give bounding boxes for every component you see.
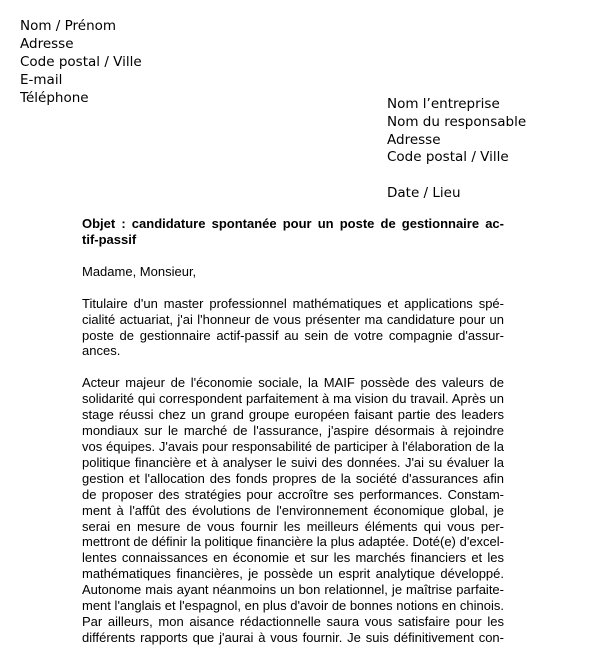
paragraph-line: vos équipes. J'avais pour responsabilité de participer à l'élaboration de la <box>82 438 504 454</box>
paragraph-line: ment à l'affût des évolutions de l'environnement économique global, je <box>82 502 504 518</box>
recipient-postcode-city: Code postal / Ville <box>387 149 509 166</box>
paragraph-line: ances. <box>82 343 121 359</box>
letter-body <box>82 216 504 646</box>
recipient-manager: Nom du responsable <box>387 113 527 130</box>
paragraph-line: poste de gestionnaire actif-passif au sein de votre compagnie d'assur- <box>82 327 504 343</box>
sender-block <box>20 17 142 107</box>
subject-line: Objet : candidature spontanée pour un poste de gestionnaire ac- <box>82 216 504 231</box>
paragraph-line: serai en mesure de vous fournir les meilleurs éléments qui vous per- <box>82 518 504 534</box>
paragraph-line: Autonome mais ayant néanmoins un bon relationnel, je maîtrise parfaite- <box>82 582 504 598</box>
paragraph-intro <box>82 296 504 360</box>
paragraph-line: différents rapports que j'aurai à vous fournir. Je suis définitivement con- <box>82 629 504 645</box>
paragraph-line: mathématiques financières, je possède un esprit analytique développé. <box>82 566 504 582</box>
paragraph-line: politique financière et à analyser le suivi des données. J'ai su évaluer la <box>82 454 504 470</box>
paragraph-line: Titulaire d'un master professionnel mathématiques et applications spé- <box>82 295 504 311</box>
paragraph-line: lentes connaissances en économie et sur les marchés financiers et les <box>82 550 504 566</box>
date-place: Date / Lieu <box>387 185 461 202</box>
recipient-address: Adresse <box>387 131 441 148</box>
sender-email: E-mail <box>20 72 63 88</box>
paragraph-line: solidarité qui correspondent parfaitement à ma vision du travail. Après un <box>82 391 504 407</box>
recipient-block <box>387 96 526 203</box>
sender-postcode-city: Code postal / Ville <box>20 54 142 70</box>
paragraph-line: gestion et l'allocation des fonds propres de la société d'assurances afin <box>82 470 504 486</box>
paragraph-line: Acteur majeur de l'économie sociale, la MAIF possède des valeurs de <box>82 375 504 391</box>
sender-name: Nom / Prénom <box>20 18 117 34</box>
paragraph-experience <box>82 375 504 645</box>
salutation: Madame, Monsieur, <box>82 263 197 279</box>
sender-address: Adresse <box>20 36 74 52</box>
subject-line: tif-passif <box>82 231 137 247</box>
recipient-company: Nom l’entreprise <box>387 96 500 112</box>
paragraph-line: Par ailleurs, mon aisance rédactionnelle saura vous satisfaire pour les <box>82 613 504 629</box>
paragraph-line: mondiaux sur le marché de l'assurance, j'aspire désormais à rejoindre <box>82 423 504 439</box>
sender-phone: Téléphone <box>20 90 89 106</box>
paragraph-line: cialité actuariat, j'ai l'honneur de vous présenter ma candidature pour un <box>82 311 504 327</box>
paragraph-line: ment l'anglais et l'espagnol, en plus d'avoir de bonnes notions en chinois. <box>82 598 504 614</box>
paragraph-line: stage réussi chez un grand groupe européen faisant partie des leaders <box>82 407 504 423</box>
paragraph-line: mettront de définir la politique financière la plus adaptée. Doté(e) d'excel- <box>82 534 504 550</box>
paragraph-line: de proposer des stratégies pour accroître ses performances. Constam- <box>82 486 504 502</box>
